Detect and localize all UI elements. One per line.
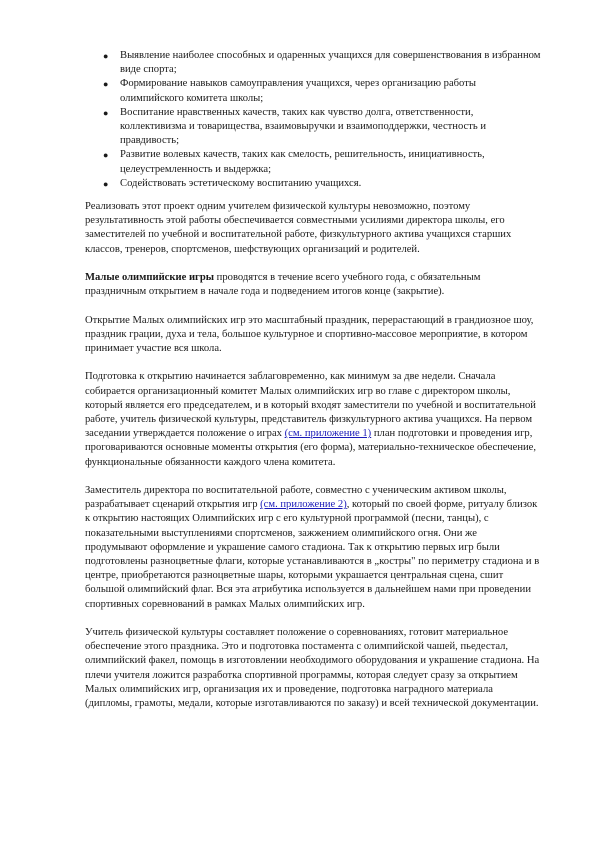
paragraph-games-duration: [85, 271, 541, 299]
list-item-text: Воспитание нравственных качеств, таких как чувство долга, ответственности, коллективизма и товарищества, взаимовыручки и взаимоподдержки, честность и правдивость;: [120, 106, 486, 147]
paragraph-scenario: [85, 484, 541, 612]
list-item: [85, 177, 541, 191]
bullet-icon: ●: [103, 178, 109, 189]
paragraph-preparation: [85, 370, 541, 469]
list-item: [85, 106, 541, 149]
paragraph-text: Подготовка к открытию начинается заблаговременно, как минимум за две недели. Сначала собирается организационный комитет Малых олимпийских игр во главе с директором школы, который является его председателем, и в который входят заместители по учебной и воспитательной работе, учитель физической культуры, представитель физкультурного актива учащихся. На первом заседании утверждается положение о играх: [85, 371, 536, 440]
bullet-icon: ●: [103, 51, 109, 61]
paragraph-text: , который по своей форме, ритуалу близок к открытию настоящих Олимпийских игр с его культурной программой (песни, танцы), с показательными выступлениями спортсменов, зажжением олимпийского огня. Они же продумывают оформление и украшение самого стадиона. Так к открытию первых игр были подготовлены разноцветные флаги, которые устанавливаются в „костры" по периметру стадиона и в центре, приобретаются разноцветные шары, которыми украшается центральная сцена, сшит большой олимпийский флаг. Вся эта атрибутика используется в дальнейшем нами при проведении спортивных соревнований в рамках Малых олимпийских игр.: [85, 499, 540, 610]
list-item: [85, 49, 541, 77]
appendix-2-link[interactable]: (см. приложение 2): [260, 499, 347, 511]
paragraph-text: Заместитель директора по воспитательной работе, совместно с ученическим активом школы, разрабатывает сценарий открытия игр: [85, 485, 507, 511]
bullet-icon: ●: [103, 150, 109, 161]
list-item-text: Формирование навыков самоуправления учащихся, через организацию работы олимпийского комитета школы;: [120, 78, 476, 104]
list-item-text: Выявление наиболее способных и одаренных учащихся для совершенствования в избранном виде спорта;: [120, 50, 541, 76]
list-item-text: Содействовать эстетическому воспитанию учащихся.: [120, 177, 362, 189]
paragraph-pe-teacher: Учитель физической культуры составляет положение о соревнованиях, готовит материальное обеспечение этого праздника. Это и подготовка постамента с олимпийской чашей, пьедестал, олимпийский факел, помощь в изготовлении необходимого оборудования и украшение стадиона. На плечи учителя ложится разработка спортивной программы, которая следует сразу за открытием Малых олимпийских игр, организация их и проведение, подготовка наградного материала (дипломы, грамоты, медали, которые изготавливаются по заказу) и всей технической документации.: [85, 627, 540, 710]
paragraph-opening: Открытие Малых олимпийских игр это масштабный праздник, перерастающий в грандиозное шоу, праздник грации, духа и тела, большое культурное и спортивно-массовое мероприятие, в котором принимает участие вся школа.: [85, 314, 534, 355]
bullet-icon: ●: [103, 107, 109, 118]
games-title-bold: Малые олимпийские игры: [85, 272, 215, 284]
goals-list: [85, 49, 541, 191]
list-item: [85, 148, 541, 176]
paragraph-text: проводятся в течение всего учебного года, с обязательным праздничным открытием в начале года и подведением итогов конце (закрытие).: [85, 272, 481, 298]
appendix-1-link[interactable]: (см. приложение 1): [284, 428, 372, 440]
list-item: [85, 77, 541, 105]
list-item-text: Развитие волевых качеств, таких как смелость, решительность, инициативность, целеустремленность и выдержка;: [120, 149, 485, 175]
bullet-icon: ●: [103, 79, 109, 90]
paragraph-text: план подготовки и проведения игр, проговариваются основные моменты открытия (его форма), материально-техническое обеспечение, функциональные обязанности каждого члена комитета.: [85, 428, 537, 468]
paragraph-project: Реализовать этот проект одним учителем физической культуры невозможно, поэтому результативность этой работы обеспечивается совместными усилиями директора школы, его заместителей по учебной и воспитательной работе, физкультурного актива учащихся старших классов, тренеров, спортсменов, шефствующих организаций и родителей.: [85, 201, 512, 255]
